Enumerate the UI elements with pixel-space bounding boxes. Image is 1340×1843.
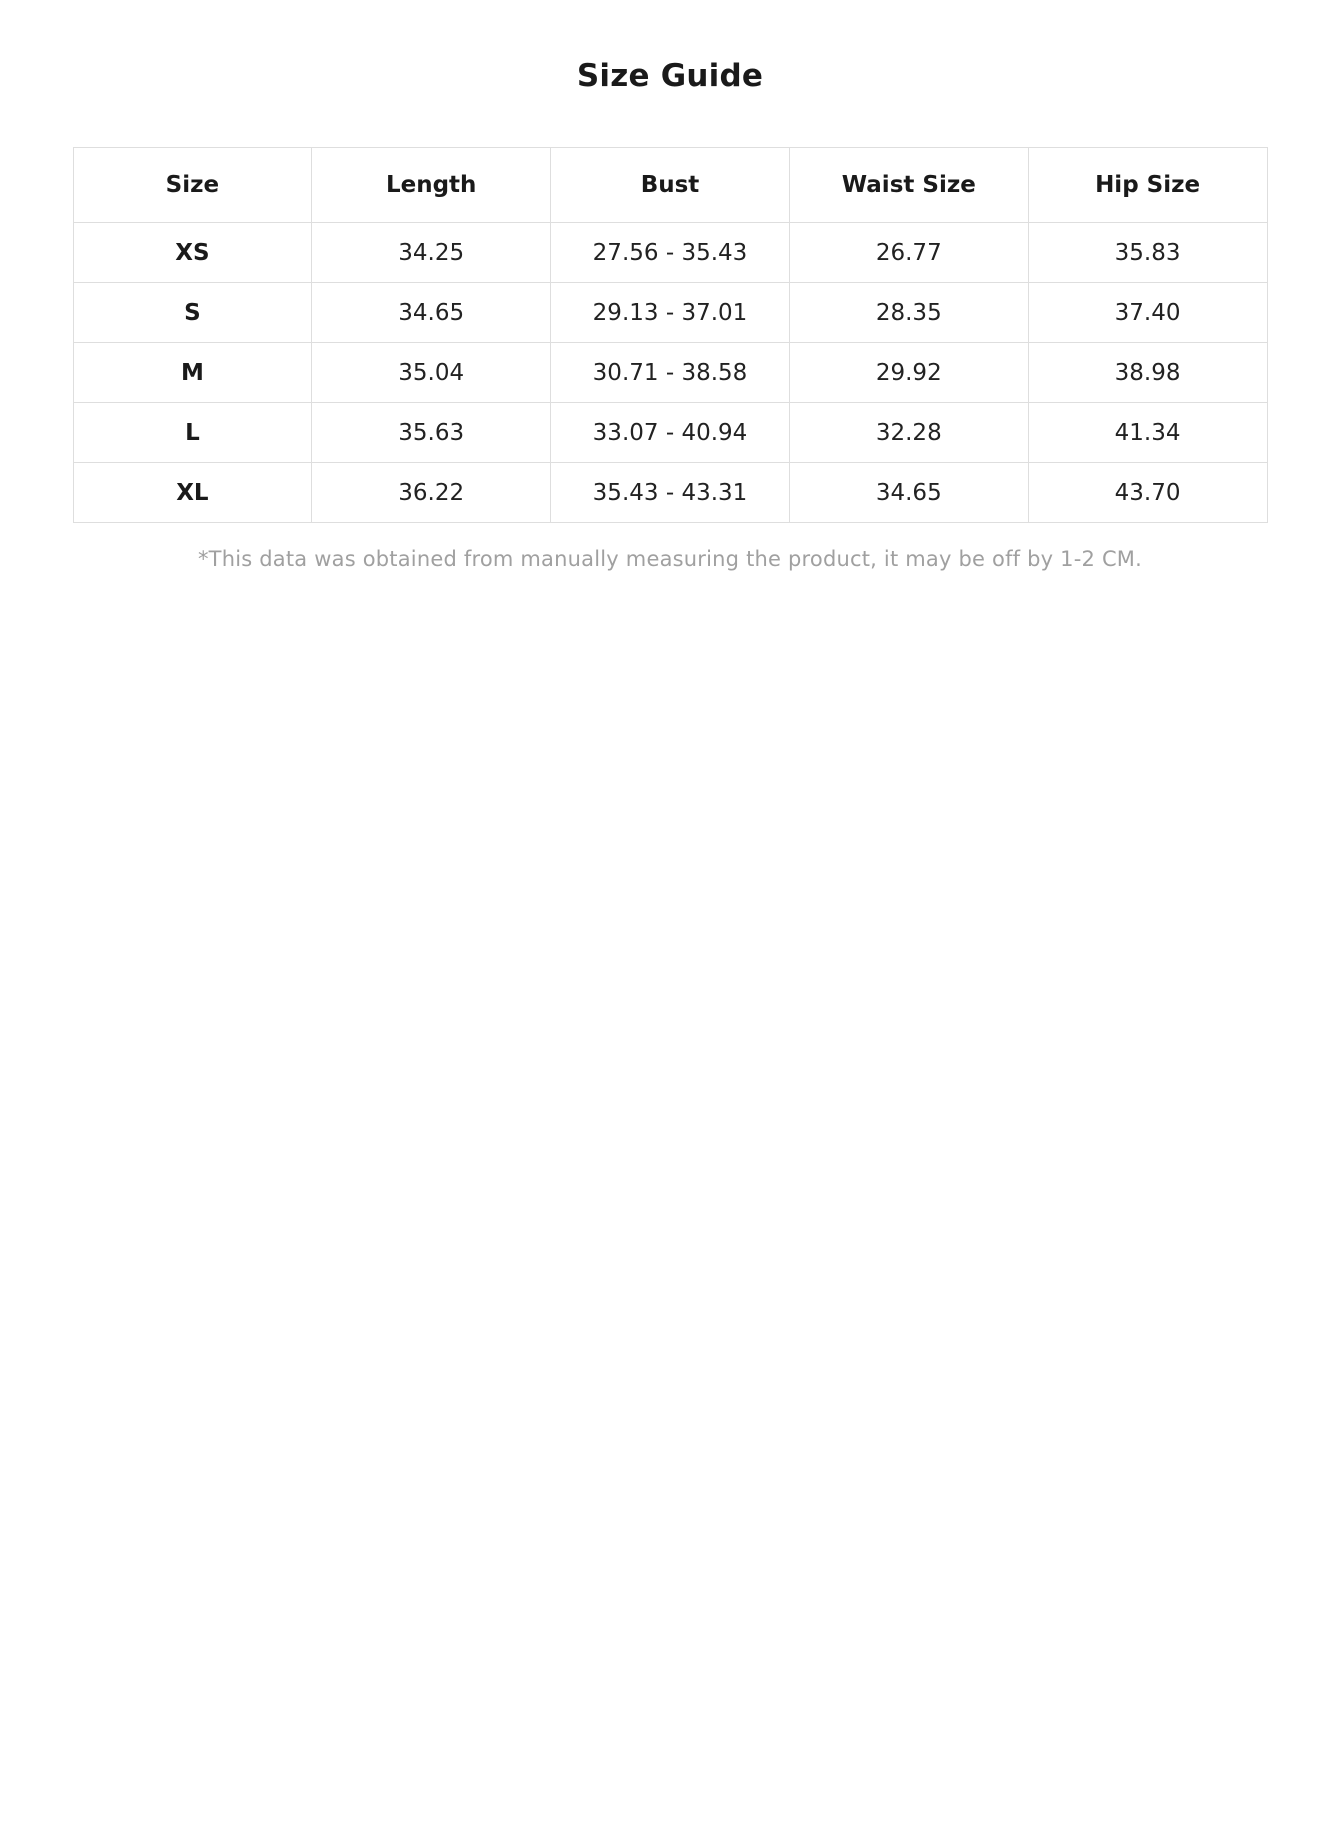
cell-size: XS [73, 223, 312, 283]
table-row [73, 403, 1267, 463]
cell-length: 34.25 [312, 223, 551, 283]
cell-hip: 35.83 [1028, 223, 1267, 283]
column-header-length: Length [312, 148, 551, 223]
cell-hip: 38.98 [1028, 343, 1267, 403]
table-row [73, 283, 1267, 343]
cell-bust: 27.56 - 35.43 [551, 223, 790, 283]
cell-hip: 37.40 [1028, 283, 1267, 343]
column-header-waist: Waist Size [789, 148, 1028, 223]
cell-length: 34.65 [312, 283, 551, 343]
table-header-row [73, 148, 1267, 223]
size-table-container [73, 147, 1268, 523]
cell-waist: 29.92 [789, 343, 1028, 403]
table-row [73, 223, 1267, 283]
page-title: Size Guide [576, 58, 764, 94]
table-row [73, 343, 1267, 403]
cell-size: L [73, 403, 312, 463]
column-header-bust: Bust [551, 148, 790, 223]
cell-waist: 32.28 [789, 403, 1028, 463]
cell-waist: 28.35 [789, 283, 1028, 343]
cell-waist: 34.65 [789, 463, 1028, 523]
size-guide-page [0, 58, 1340, 571]
cell-size: XL [73, 463, 312, 523]
cell-hip: 41.34 [1028, 403, 1267, 463]
cell-hip: 43.70 [1028, 463, 1267, 523]
cell-waist: 26.77 [789, 223, 1028, 283]
size-guide-table [73, 147, 1268, 523]
measurement-disclaimer: *This data was obtained from manually measuring the product, it may be off by 1-2 CM. [197, 547, 1142, 572]
column-header-hip: Hip Size [1028, 148, 1267, 223]
cell-size: S [73, 283, 312, 343]
cell-size: M [73, 343, 312, 403]
table-row [73, 463, 1267, 523]
column-header-size: Size [73, 148, 312, 223]
cell-bust: 30.71 - 38.58 [551, 343, 790, 403]
cell-length: 35.63 [312, 403, 551, 463]
cell-bust: 33.07 - 40.94 [551, 403, 790, 463]
cell-length: 36.22 [312, 463, 551, 523]
cell-length: 35.04 [312, 343, 551, 403]
cell-bust: 29.13 - 37.01 [551, 283, 790, 343]
cell-bust: 35.43 - 43.31 [551, 463, 790, 523]
